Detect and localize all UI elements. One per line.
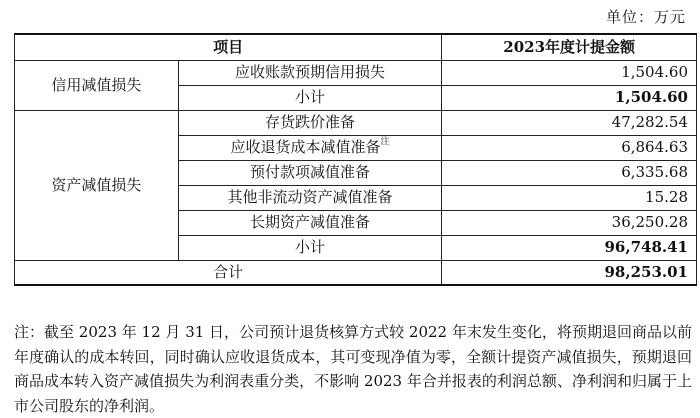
- note-marker: 注: [380, 137, 390, 147]
- row-item-with-note: [178, 135, 442, 160]
- row-value: 15.28: [442, 185, 697, 210]
- row-value: 47,282.54: [442, 110, 697, 135]
- row-value: 6,335.68: [442, 160, 697, 185]
- table-header-row: [15, 34, 697, 60]
- unit-label: 单位：万元: [605, 8, 686, 26]
- row-item: 预付款项减值准备: [178, 160, 442, 185]
- total-value: 98,253.01: [442, 260, 697, 285]
- header-amount: 2023年度计提金额: [442, 34, 697, 60]
- row-item: 长期资产减值准备: [178, 210, 442, 235]
- footnote: 注：截至 2023 年 12 月 31 日，公司预计退货核算方式较 2022 年末发生变化，将预期退回商品以前年度确认的成本转回，同时确认应收退货成本，其可变现净值为零，全额计提资产减值损失，预期退回商品成本转入资产减值损失为利润表重分类，不影响 2023 年合并报表的利润总额、净利润和归属于上市公司股东的净利润。: [14, 323, 692, 415]
- table-row: [15, 110, 697, 135]
- header-item: 项目: [15, 34, 442, 60]
- table-row: [15, 60, 697, 85]
- row-item: 其他非流动资产减值准备: [178, 185, 442, 210]
- total-row: [15, 260, 697, 285]
- row-item: 应收账款预期信用损失: [178, 60, 442, 85]
- row-item: 存货跌价准备: [178, 110, 442, 135]
- impairment-table: [14, 33, 697, 286]
- subtotal-label: 小计: [178, 85, 442, 110]
- category-asset-impairment: 资产减值损失: [15, 110, 179, 260]
- row-item-label: 应收退货成本减值准备: [230, 138, 381, 156]
- row-value: 36,250.28: [442, 210, 697, 235]
- subtotal-value: 96,748.41: [442, 235, 697, 260]
- total-label: 合计: [15, 260, 442, 285]
- subtotal-value: 1,504.60: [442, 85, 697, 110]
- row-value: 6,864.63: [442, 135, 697, 160]
- category-credit-loss: 信用减值损失: [15, 60, 179, 110]
- row-value: 1,504.60: [442, 60, 697, 85]
- subtotal-label: 小计: [178, 235, 442, 260]
